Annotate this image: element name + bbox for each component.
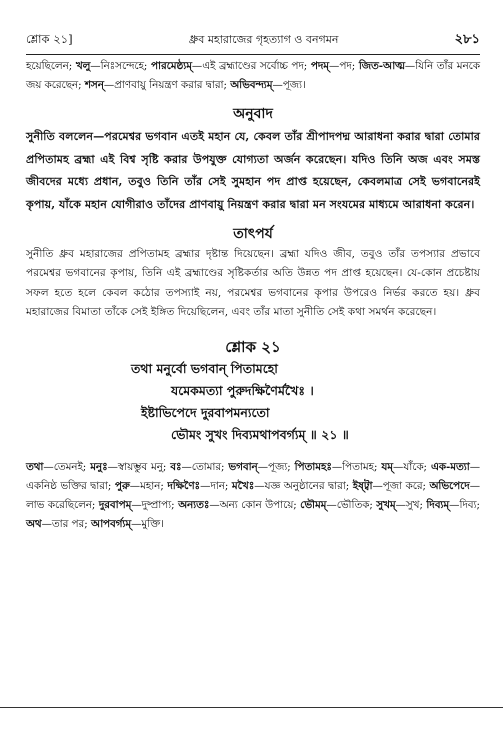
- verse-line: যমেকমত্যা পুরুদক্ষিণৈর্মখৈঃ ।: [171, 383, 314, 399]
- term: ভৌমম্: [300, 499, 327, 512]
- running-header: [26, 30, 480, 55]
- gloss: —অন্য কোন উপায়ে;: [209, 499, 301, 512]
- term: ভগবান্: [228, 461, 258, 474]
- gloss: —তার পর;: [41, 518, 91, 531]
- gloss: —প্রাণবায়ু নিয়ন্ত্রণ করার দ্বারা;: [103, 79, 231, 91]
- term: তথা: [26, 461, 44, 474]
- verse-line: ভৌমং সুখং দিব্যমথাপবর্গ্যম্ ॥ ২১ ॥: [171, 427, 349, 443]
- gloss: হয়েছিলেন;: [26, 60, 76, 72]
- term: পদম্: [310, 60, 330, 72]
- term: খলু: [75, 60, 91, 72]
- gloss: —পূজ্য।: [272, 79, 306, 91]
- page-number: ২৮১: [454, 32, 480, 47]
- term: জিত-আত্ম: [358, 60, 405, 72]
- translation-heading: অনুবাদ: [233, 106, 273, 122]
- gloss: —পূজা করে;: [372, 480, 430, 493]
- term: অন্যতঃ: [178, 499, 210, 512]
- gloss: —লাভ করেছিলেন;: [26, 480, 480, 512]
- gloss: —পিতামহ;: [331, 461, 382, 474]
- gloss: —পূজ্য;: [257, 461, 295, 474]
- header-chapter-title: ধ্রুব মহারাজের গৃহত্যাগ ও বনগমন: [188, 33, 339, 46]
- term: মনুঃ: [90, 461, 108, 474]
- term: পিতামহঃ: [294, 461, 332, 474]
- term: ইষ্ট্বা: [352, 480, 373, 493]
- translation-text: সুনীতি বললেন—পরমেশ্বর ভগবান এতই মহান যে, কেবল তাঁর শ্রীপাদপদ্ম আরাধনা করার দ্বারা তোমার প্রপিতামহ ব্রহ্মা এই বিশ্ব সৃষ্টি করার উপযুক্ত যোগ্যতা অর্জন করেছেন। যদিও তিনি অজ এবং সমস্ত জীবদের মধ্যে প্রধান, তবুও তিনি তাঁর সেই সুমহান পদ প্রাপ্ত হয়েছেন, কেবলমাত্র সেই ভগবানেরই কৃপায়, যাঁকে মহান যোগীরাও তাঁদের প্রাণবায়ু নিয়ন্ত্রণ করার দ্বারা মন সংযমের মাধ্যমে আরাধনা করেন।: [26, 129, 480, 211]
- header-verse-ref: শ্লোক ২১]: [26, 32, 73, 46]
- term: আপবর্গ্যম্: [90, 518, 132, 531]
- verse-line: ইষ্টাভিপেদে দুরবাপমন্যতো: [141, 405, 270, 421]
- gloss: —পদ;: [329, 60, 359, 72]
- gloss: —স্বায়ম্ভুব মনু;: [107, 461, 171, 474]
- gloss: —তেমনই;: [43, 461, 91, 474]
- verse-line: তথা মনুর্বো ভগবান্ পিতামহো: [131, 361, 278, 377]
- gloss: —তোমার;: [181, 461, 229, 474]
- gloss: —সুখ;: [395, 499, 427, 512]
- gloss: —দুষ্প্রাপ্য;: [131, 499, 179, 512]
- bottom-rule: [0, 707, 503, 708]
- gloss: —যিনি তাঁর মনকে জয় করেছেন;: [26, 60, 480, 91]
- term: মখৈঃ: [231, 480, 255, 493]
- gloss: —নিঃসন্দেহে;: [90, 60, 151, 72]
- page: [26, 30, 480, 534]
- synonyms: [26, 458, 480, 534]
- gloss: —মহান;: [129, 480, 168, 493]
- gloss: —যজ্ঞ অনুষ্ঠানের দ্বারা;: [254, 480, 353, 493]
- term: এক-মত্যা: [430, 461, 470, 474]
- term: অভিবন্দ্যম্: [230, 79, 273, 91]
- gloss: —ভৌতিক;: [326, 499, 377, 512]
- term: শসন্: [84, 79, 104, 91]
- gloss: —যাঁকে;: [393, 461, 431, 474]
- gloss: —দান;: [200, 480, 232, 493]
- gloss: —দিব্য;: [449, 499, 480, 512]
- term: সুখম্: [376, 499, 396, 512]
- term: দিব্যম্: [426, 499, 450, 512]
- verse-number: শ্লোক ২১: [225, 338, 281, 357]
- term: অথ: [26, 518, 42, 531]
- purport-text: সুনীতি ধ্রুব মহারাজের প্রপিতামহ ব্রহ্মার দৃষ্টান্ত দিয়েছেন। ব্রহ্মা যদিও জীব, তবুও তাঁর তপস্যার প্রভাবে পরমেশ্বর ভগবানের কৃপায়, তিনি এই ব্রহ্মাণ্ডের সৃষ্টিকর্তার অতি উন্নত পদ প্রাপ্ত হয়েছেন। যে-কোন প্রচেষ্টায় সফল হতে হলে কেবল কঠোর তপস্যাই নয়, পরমেশ্বর ভগবানের কৃপার উপরেও নির্ভর করতে হয়। ধ্রুব মহারাজের বিমাতা তাঁকে সেই ইঙ্গিত দিয়েছিলেন, এবং তাঁর মাতা সুনীতি সেই কথা সমর্থন করেছেন।: [26, 248, 480, 318]
- term: দুরবাপম্: [98, 499, 132, 512]
- gloss: —একনিষ্ঠ ভক্তির দ্বারা;: [26, 461, 480, 493]
- term: যম্: [381, 461, 393, 474]
- term: পারমেষ্ঠ্যম্: [151, 60, 192, 72]
- term: পুরু: [114, 480, 130, 493]
- gloss: —মুক্তি।: [131, 518, 164, 531]
- purport-heading: তাৎপর্য: [233, 226, 273, 242]
- gloss: —এই ব্রহ্মাণ্ডের সর্বোচ্চ পদ;: [191, 60, 311, 72]
- term: বঃ: [170, 461, 182, 474]
- term: দক্ষিণৈঃ: [167, 480, 201, 493]
- prev-synonyms: [26, 57, 480, 95]
- term: অভিপেদে: [429, 480, 470, 493]
